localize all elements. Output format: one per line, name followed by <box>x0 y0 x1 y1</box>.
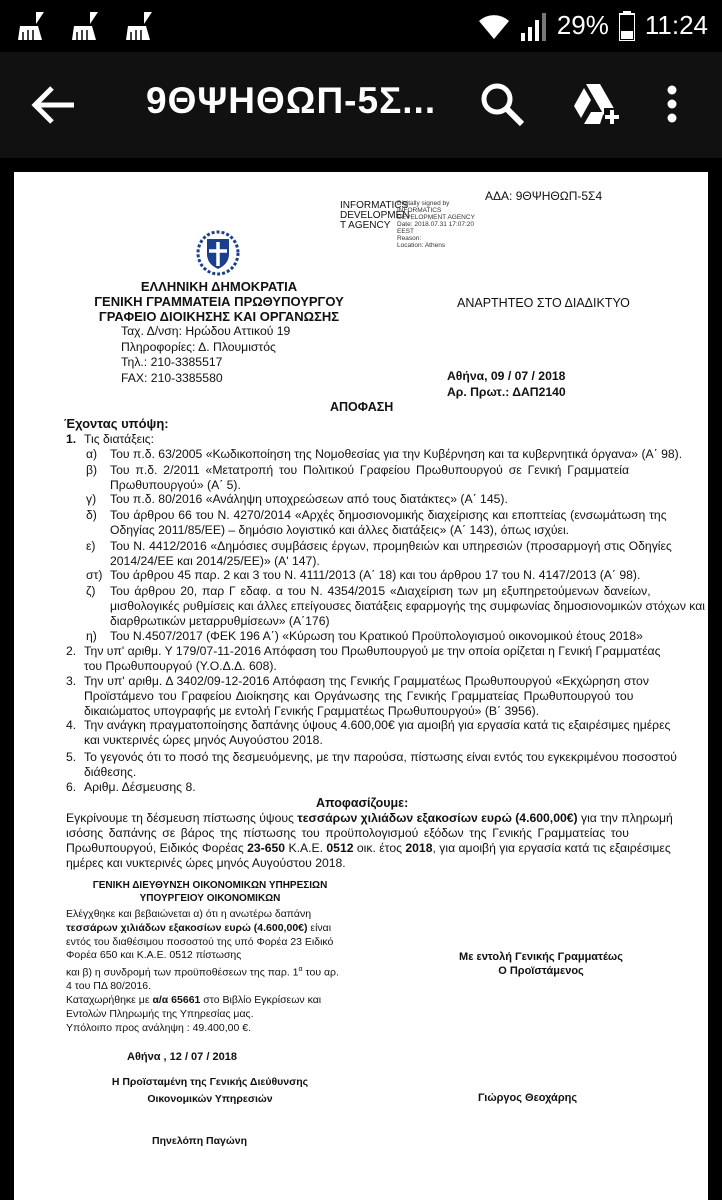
notification-icons <box>14 8 158 44</box>
sub-item-label: β) <box>86 463 98 477</box>
item-text: Προϊστάμενο του Γραφείου Διοίκησης και Οργάνωσης της Γενικής Γραμματείας Πρωθυπουργού του <box>84 689 634 703</box>
protocol-number: Αρ. Πρωτ.: ΔΑΠ2140 <box>447 385 566 399</box>
item-text: δικαιώματος υπογραφής με εντολή Γενικής Γραμματέως Πρωθυπουργού» (Β΄ 3956). <box>84 704 540 718</box>
sub-item-text: 2014/24/ΕΕ και 2014/25/ΕΕ)» (Α' 147). <box>110 554 320 568</box>
issue-date: Αθήνα, 09 / 07 / 2018 <box>447 369 566 383</box>
sub-item-label: γ) <box>86 492 97 506</box>
item-number: 1. <box>66 432 77 446</box>
ada-code: ΑΔΑ: 9ΘΨΗΘΩΠ-5Σ4 <box>485 189 603 203</box>
signer-name-right: Γιώργος Θεοχάρης <box>478 1092 578 1104</box>
verification-date: Αθήνα , 12 / 07 / 2018 <box>127 1051 237 1063</box>
considering-heading: Έχοντας υπόψη: <box>64 416 169 431</box>
signature-organization: INFORMATICS DEVELOPMEN T AGENCY <box>340 200 410 231</box>
contact-info: Ταχ. Δ/νση: Ηρώδου Αττικού 19 Πληροφορίες: Δ. Πλουμιστός Τηλ.: 210-3385517 FAX: 210-3385580 <box>121 324 291 385</box>
item-text: Το γεγονός ότι το ποσό της δεσμευόμενης, με την παρούσα, πίστωσης είναι εντός του εγκεκριμένου ποσοστού <box>84 750 677 764</box>
sub-item-label: η) <box>86 629 97 643</box>
director-title: Η Προϊσταμένη της Γενικής Διεύθυνσης Οικονομικών Υπηρεσιών <box>111 1076 309 1105</box>
post-on-internet: ΑΝΑΡΤΗΤΕΟ ΣΤΟ ΔΙΑΔΙΚΤΥΟ <box>457 296 630 310</box>
item-number: 5. <box>66 750 77 764</box>
cleaner-broom-icon <box>14 8 50 44</box>
cleaner-broom-icon <box>122 8 158 44</box>
item-number: 3. <box>66 674 77 688</box>
battery-icon <box>619 11 635 41</box>
signer-name-left: Πηνελόπη Παγώνη <box>152 1135 248 1147</box>
verification-block: Ελέγχθηκε και βεβαιώνεται α) ότι η ανωτέρω δαπάνη τεσσάρων χιλιάδων εξακοσίων ευρώ (4.600,00€) είναι εντός του διαθέσιμου ποσοστού της υπό Φορέα 23 Ειδικό Φορέα 650 και Κ.Α.Ε. 0512 πίστωσης και β) η συνδρομή των προϋποθέσεων της παρ. $1^\alpha$ του αρ. 4 του ΠΔ 80/2016. Καταχωρήθηκε με α/α 65661 στο Βιβλίο Εγκρίσεων και Εντολών Πληρωμής της Υπηρεσίας μας. Υπόλοιπο προς ανάληψη : 49.400,00 €. <box>66 908 339 1034</box>
sub-item-text: Οδηγίας 2011/85/ΕΕ) – δημόσιο λογιστικό και άλλες διατάξεις» (Α΄ 143), όπως ισχύει. <box>110 523 570 537</box>
sub-item-label: δ) <box>86 508 97 522</box>
item-number: 6. <box>66 780 77 794</box>
overflow-menu-icon[interactable] <box>662 80 682 128</box>
item-number: 2. <box>66 644 77 658</box>
item-text: Αριθμ. Δέσμευσης 8. <box>84 780 196 794</box>
decision-text: Εγκρίνουμε τη δέσμευση πίστωσης ύψους τεσσάρων χιλιάδων εξακοσίων ευρώ (4.600,00€) για την πληρωμή <box>66 811 673 825</box>
item-text: Την υπ' αριθμ. Δ 3402/09-12-2016 Απόφαση της Γενικής Γραμματέως Πρωθυπουργού «Εκχώρηση στον <box>84 674 649 688</box>
decision-text: Πρωθυπουργού, Ειδικός Φορέας 23-650 Κ.Α.Ε. 0512 οικ. έτος 2018, για αμοιβή για εργασία κατά τις εξαιρέσιμες <box>66 841 671 855</box>
cleaner-broom-icon <box>68 8 104 44</box>
sub-item-text: Του Ν.4507/2017 (ΦΕΚ 196 Α΄) «Κύρωση του Κρατικού Προϋπολογισμού οικονομικού έτους 2018» <box>110 629 643 643</box>
greek-emblem-icon <box>195 230 241 276</box>
sub-item-text: Πρωθυπουργού» (Α΄ 5). <box>110 478 241 492</box>
sub-item-text: διαρθρωτικών μεταρρυθμίσεων» (Α΄176) <box>110 614 330 628</box>
sub-item-label: στ) <box>86 568 103 582</box>
item-number: 4. <box>66 718 77 732</box>
sub-item-text: Του π.δ. 63/2005 «Κωδικοποίηση της Νομοθεσίας για την Κυβέρνηση και τα κυβερνητικά όργανα» (Α΄ 98). <box>110 447 683 461</box>
sub-item-text: Του π.δ. 2/2011 «Μετατροπή του Πολιτικού Γραφείου Πρωθυπουργού σε Γενική Γραμματεία <box>110 463 630 477</box>
sub-item-text: Του π.δ. 80/2016 «Ανάληψη υποχρεώσεων από τους διατάκτες» (Α΄ 145). <box>110 492 508 506</box>
signal-icon <box>521 11 547 41</box>
google-drive-add-icon[interactable] <box>570 80 620 128</box>
item-text: Τις διατάξεις: <box>84 432 155 446</box>
sub-item-label: ε) <box>86 539 96 553</box>
battery-percent: 29% <box>556 10 609 40</box>
pdf-page[interactable] <box>14 172 708 1200</box>
issuer-header: ΕΛΛΗΝΙΚΗ ΔΗΜΟΚΡΑΤΙΑ ΓΕΝΙΚΗ ΓΡΑΜΜΑΤΕΙΑ ΠΡΩΘΥΠΟΥΡΓΟΥ ΓΡΑΦΕΙΟ ΔΙΟΙΚΗΣΗΣ ΚΑΙ ΟΡΓΑΝΩΣΗΣ <box>94 279 344 324</box>
item-text: και νυκτερινές ώρες μηνός Αυγούστου 2018. <box>84 733 323 747</box>
back-arrow-icon[interactable] <box>30 82 76 128</box>
sub-item-text: μισθολογικές ρυθμίσεις και άλλες επείγουσες διατάξεις εφαρμογής της συμφωνίας δημοσιονομικών στόχων και <box>110 599 706 613</box>
sub-item-label: ζ) <box>86 584 96 598</box>
we-decide-heading: Αποφασίζουμε: <box>316 796 409 810</box>
sub-item-text: Του άρθρου 20, παρ Γ εδαφ. α του Ν. 4354/2015 «Διαχείριση των μη εξυπηρετούμενων δανείων, <box>110 584 651 598</box>
sub-item-text: Του άρθρου 45 παρ. 2 και 3 του Ν. 4111/2013 (Α΄ 18) και του άρθρου 17 του Ν. 4147/2013 (Α΄ 98). <box>110 568 641 582</box>
decision-text: ισόσης δαπάνης σε βάρος της πίστωσης του προϋπολογισμού εξόδων της Γενικής Γραμματείας του <box>66 826 629 840</box>
sub-item-text: Του άρθρου 66 του Ν. 4270/2014 «Αρχές δημοσιονομικής διαχείρισης και εποπτείας (ενσωμάτωση της <box>110 508 667 522</box>
item-text: του Πρωθυπουργού (Υ.Ο.Δ.Δ. 608). <box>84 659 277 673</box>
search-icon[interactable] <box>478 80 526 128</box>
sub-item-text: Του Ν. 4412/2016 «Δημόσιες συμβάσεις έργων, προμηθειών και υπηρεσιών (προσαρμογή στις Οδηγίες <box>110 539 672 553</box>
by-order-signature-title: Με εντολή Γενικής Γραμματέως Ο Προϊστάμενος <box>459 951 623 977</box>
general-directorate-header: ΓΕΝΙΚΗ ΔΙΕΥΘΥΝΣΗ ΟΙΚΟΝΟΜΙΚΩΝ ΥΠΗΡΕΣΙΩΝ ΥΠΟΥΡΓΕΙΟΥ ΟΙΚΟΝΟΜΙΚΩΝ <box>92 880 328 904</box>
sub-item-label: α) <box>86 447 98 461</box>
decision-text: ημέρες και νυκτερινές ώρες μηνός Αυγούστου 2018. <box>66 856 346 870</box>
clock: 11:24 <box>644 10 708 40</box>
item-text: Την ανάγκη πραγματοποίησης δαπάνης ύψους 4.600,00€ για αμοιβή για εργασία κατά τις εξαιρέσιμες ημέρες <box>84 718 671 732</box>
document-title: 9ΘΨΗΘΩΠ-5Σ... <box>146 80 437 121</box>
app-bar <box>0 52 722 158</box>
wifi-icon <box>477 11 511 41</box>
item-text: Την υπ' αριθμ. Υ 179/07-11-2016 Απόφαση του Πρωθυπουργού με την οποία ορίζεται η Γενική Γραμματέας <box>84 644 661 658</box>
item-text: διάθεσης. <box>84 765 137 779</box>
status-bar <box>0 0 722 52</box>
decision-heading: ΑΠΟΦΑΣΗ <box>330 400 394 414</box>
digital-signature-details: Digitally signed by INFORMATICS DEVELOPMENT AGENCY Date: 2018.07.31 17:07:20 EEST Reason: Location: Athens <box>397 200 475 249</box>
